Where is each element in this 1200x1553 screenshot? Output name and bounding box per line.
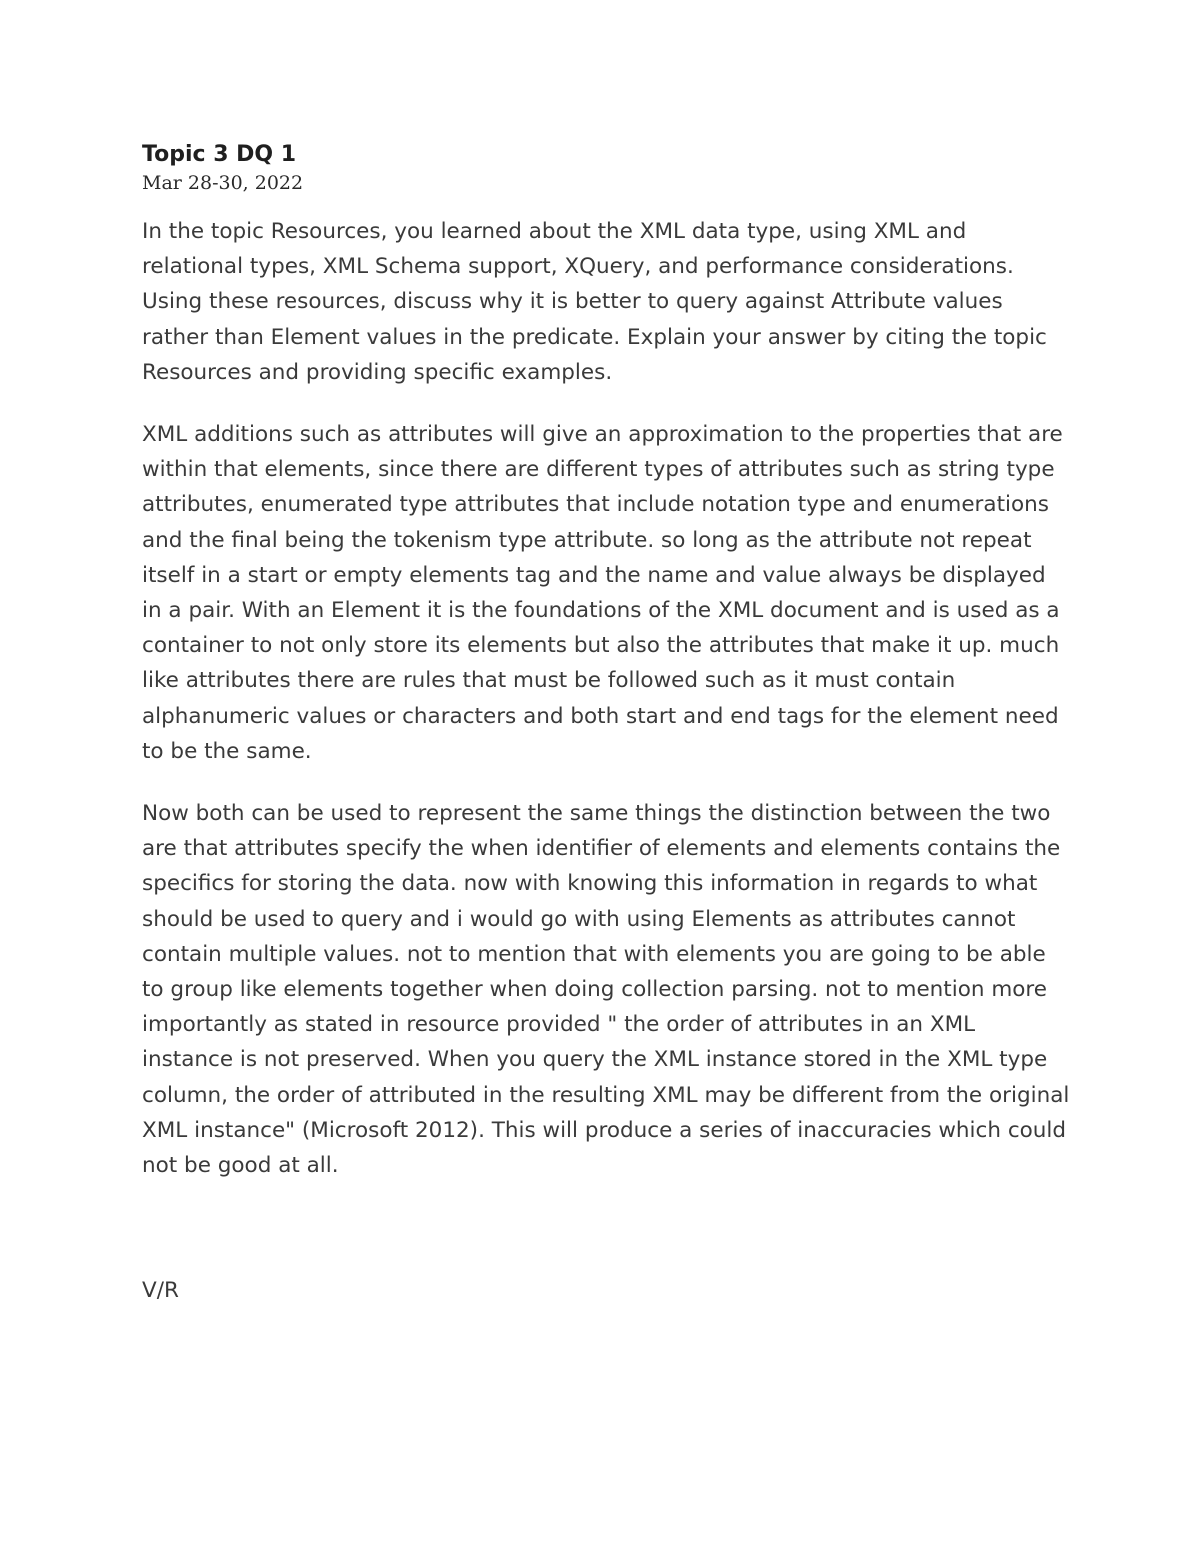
paragraph-conclusion: Now both can be used to represent the same things the distinction between the two are that attributes specify the when identifier of elements and elements contains the specifics for storing the data. now with knowing this information in regards to what should be used to query and i would go with using Elements as attributes cannot contain multiple values. not to mention that with elements you are going to be able to group like elements together when doing collection parsing. not to mention more importantly as stated in resource provided " the order of attributes in an XML instance is not preserved. When you query the XML instance stored in the XML type column, the order of attributed in the resulting XML may be different from the original XML instance" (Microsoft 2012). This will produce a series of inaccuracies which could not be good at all.: [142, 801, 1070, 1179]
document-body: [142, 140, 1072, 1308]
paragraph-attributes-elements: XML additions such as attributes will give an approximation to the properties that are within that elements, since there are different types of attributes such as string type attributes, enumerated type attributes that include notation type and enumerations and the final being the tokenism type attribute. so long as the attribute not repeat itself in a start or empty elements tag and the name and value always be displayed in a pair. With an Element it is the foundations of the XML document and is used as a container to not only store its elements but also the attributes that make it up. much like attributes there are rules that must be followed such as it must contain alphanumeric values or characters and both start and end tags for the element need to be the same.: [142, 422, 1063, 764]
paragraph-prompt: In the topic Resources, you learned about the XML data type, using XML and relational types, XML Schema support, XQuery, and performance considerations. Using these resources, discuss why it is better to query against Attribute values rather than Element values in the predicate. Explain your answer by citing the topic Resources and providing specific examples.: [142, 219, 1047, 385]
document-title: Topic 3 DQ 1: [142, 142, 297, 167]
document-date: Mar 28-30, 2022: [142, 172, 304, 194]
signoff: V/R: [142, 1278, 179, 1304]
